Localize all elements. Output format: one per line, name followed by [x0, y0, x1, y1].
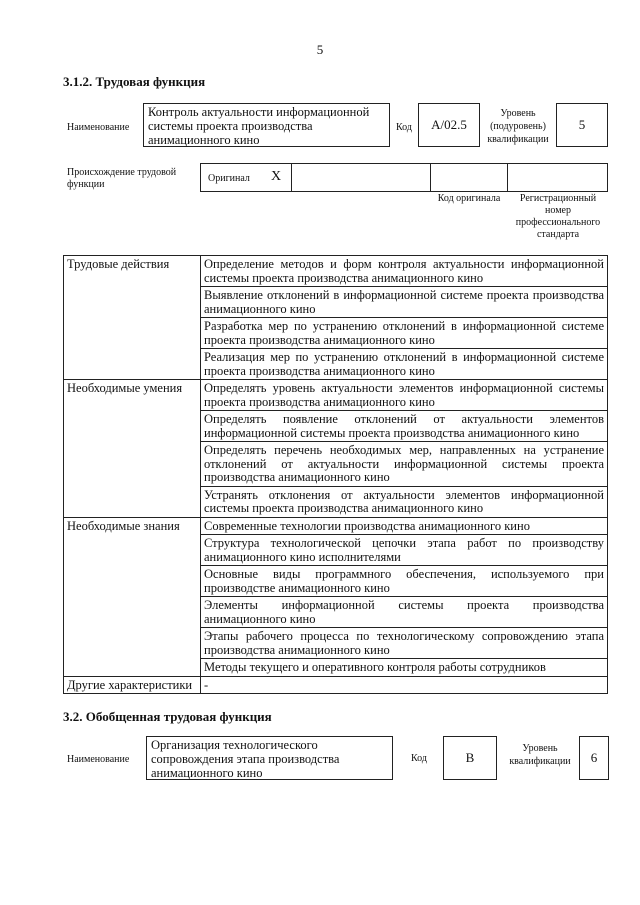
table-row — [64, 517, 608, 535]
category-label: Другие характеристики — [64, 676, 201, 694]
table-cell: Структура технологической цепочки этапа работ по производству анимационного кино исполнителями — [201, 535, 608, 566]
table-cell: Определять появление отклонений от актуальности элементов информационной системы проекта производства анимационного кино — [201, 411, 608, 442]
table-row — [64, 486, 608, 517]
gen-code-label: Код — [411, 753, 427, 764]
name-label: Наименование — [67, 122, 130, 133]
level-value: 5 — [556, 103, 608, 147]
table-cell: - — [201, 676, 608, 694]
origin-empty-cell — [291, 163, 431, 192]
table-row — [64, 566, 608, 597]
table-row — [64, 535, 608, 566]
table-cell: Устранять отклонения от актуальности элементов информационной системы проекта производства анимационного кино — [201, 486, 608, 517]
table-row — [64, 628, 608, 659]
table-cell: Реализация мер по устранению отклонений в информационной системе проекта производства анимационного кино — [201, 349, 608, 380]
category-cell-continued — [64, 566, 201, 597]
table-row — [64, 380, 608, 411]
table-cell: Определение методов и форм контроля актуальности информационной системы проекта производства анимационного кино — [201, 256, 608, 287]
table-cell: Методы текущего и оперативного контроля работы сотрудников — [201, 659, 608, 677]
code-value: A/02.5 — [418, 103, 480, 147]
category-cell-continued — [64, 411, 201, 442]
table-cell: Этапы рабочего процесса по технологическому сопровождению этапа производства анимационного кино — [201, 628, 608, 659]
table-cell: Выявление отклонений в информационной системе проекта производства анимационного кино — [201, 287, 608, 318]
table-row — [64, 287, 608, 318]
table-cell: Элементы информационной системы проекта производства анимационного кино — [201, 597, 608, 628]
category-cell-continued — [64, 442, 201, 487]
origin-label: Происхождение трудовой функции — [67, 167, 177, 190]
reg-number-label: Регистрационный номер профессионального стандарта — [515, 193, 601, 240]
table-cell: Разработка мер по устранению отклонений в информационной системе проекта производства анимационного кино — [201, 318, 608, 349]
category-cell-continued — [64, 349, 201, 380]
category-label: Необходимые знания — [64, 517, 201, 535]
category-cell-continued — [64, 535, 201, 566]
page-number: 5 — [316, 42, 324, 57]
gen-level-value: 6 — [579, 736, 609, 780]
original-mark: X — [271, 169, 282, 184]
table-row — [64, 349, 608, 380]
table-row — [64, 411, 608, 442]
table-cell: Современные технологии производства анимационного кино — [201, 517, 608, 535]
category-cell-continued — [64, 628, 201, 659]
section-title-312: 3.1.2. Трудовая функция — [63, 74, 206, 89]
category-label: Трудовые действия — [64, 256, 201, 287]
gen-level-label: Уровень квалификации — [509, 743, 571, 767]
table-row — [64, 442, 608, 487]
gen-name-value: Организация технологического сопровождения этапа производства анимационного кино — [146, 736, 393, 780]
category-label: Необходимые умения — [64, 380, 201, 411]
table-row — [64, 256, 608, 287]
category-cell-continued — [64, 318, 201, 349]
category-cell-continued — [64, 597, 201, 628]
name-value: Контроль актуальности информационной системы проекта производства анимационного кино — [143, 103, 390, 147]
original-label: Оригинал — [208, 173, 250, 184]
original-cell — [200, 163, 292, 192]
gen-code-value: B — [443, 736, 497, 780]
functions-table — [63, 255, 608, 694]
table-row — [64, 659, 608, 677]
code-original-label: Код оригинала — [437, 193, 501, 204]
category-cell-continued — [64, 287, 201, 318]
reg-number-cell — [507, 163, 608, 192]
table-row — [64, 597, 608, 628]
table-cell: Определять перечень необходимых мер, направленных на устранение отклонений от актуальности информационной системы проекта производства анимационного кино — [201, 442, 608, 487]
table-cell: Основные виды программного обеспечения, используемого при производстве анимационного кино — [201, 566, 608, 597]
code-label: Код — [396, 122, 412, 133]
gen-name-label: Наименование — [67, 754, 130, 765]
code-original-cell — [430, 163, 508, 192]
category-cell-continued — [64, 659, 201, 677]
level-label: Уровень (подуровень) квалификации — [487, 108, 549, 145]
category-cell-continued — [64, 486, 201, 517]
section-title-32: 3.2. Обобщенная трудовая функция — [63, 709, 272, 724]
table-row — [64, 676, 608, 694]
table-row — [64, 318, 608, 349]
table-cell: Определять уровень актуальности элементов информационной системы проекта производства анимационного кино — [201, 380, 608, 411]
